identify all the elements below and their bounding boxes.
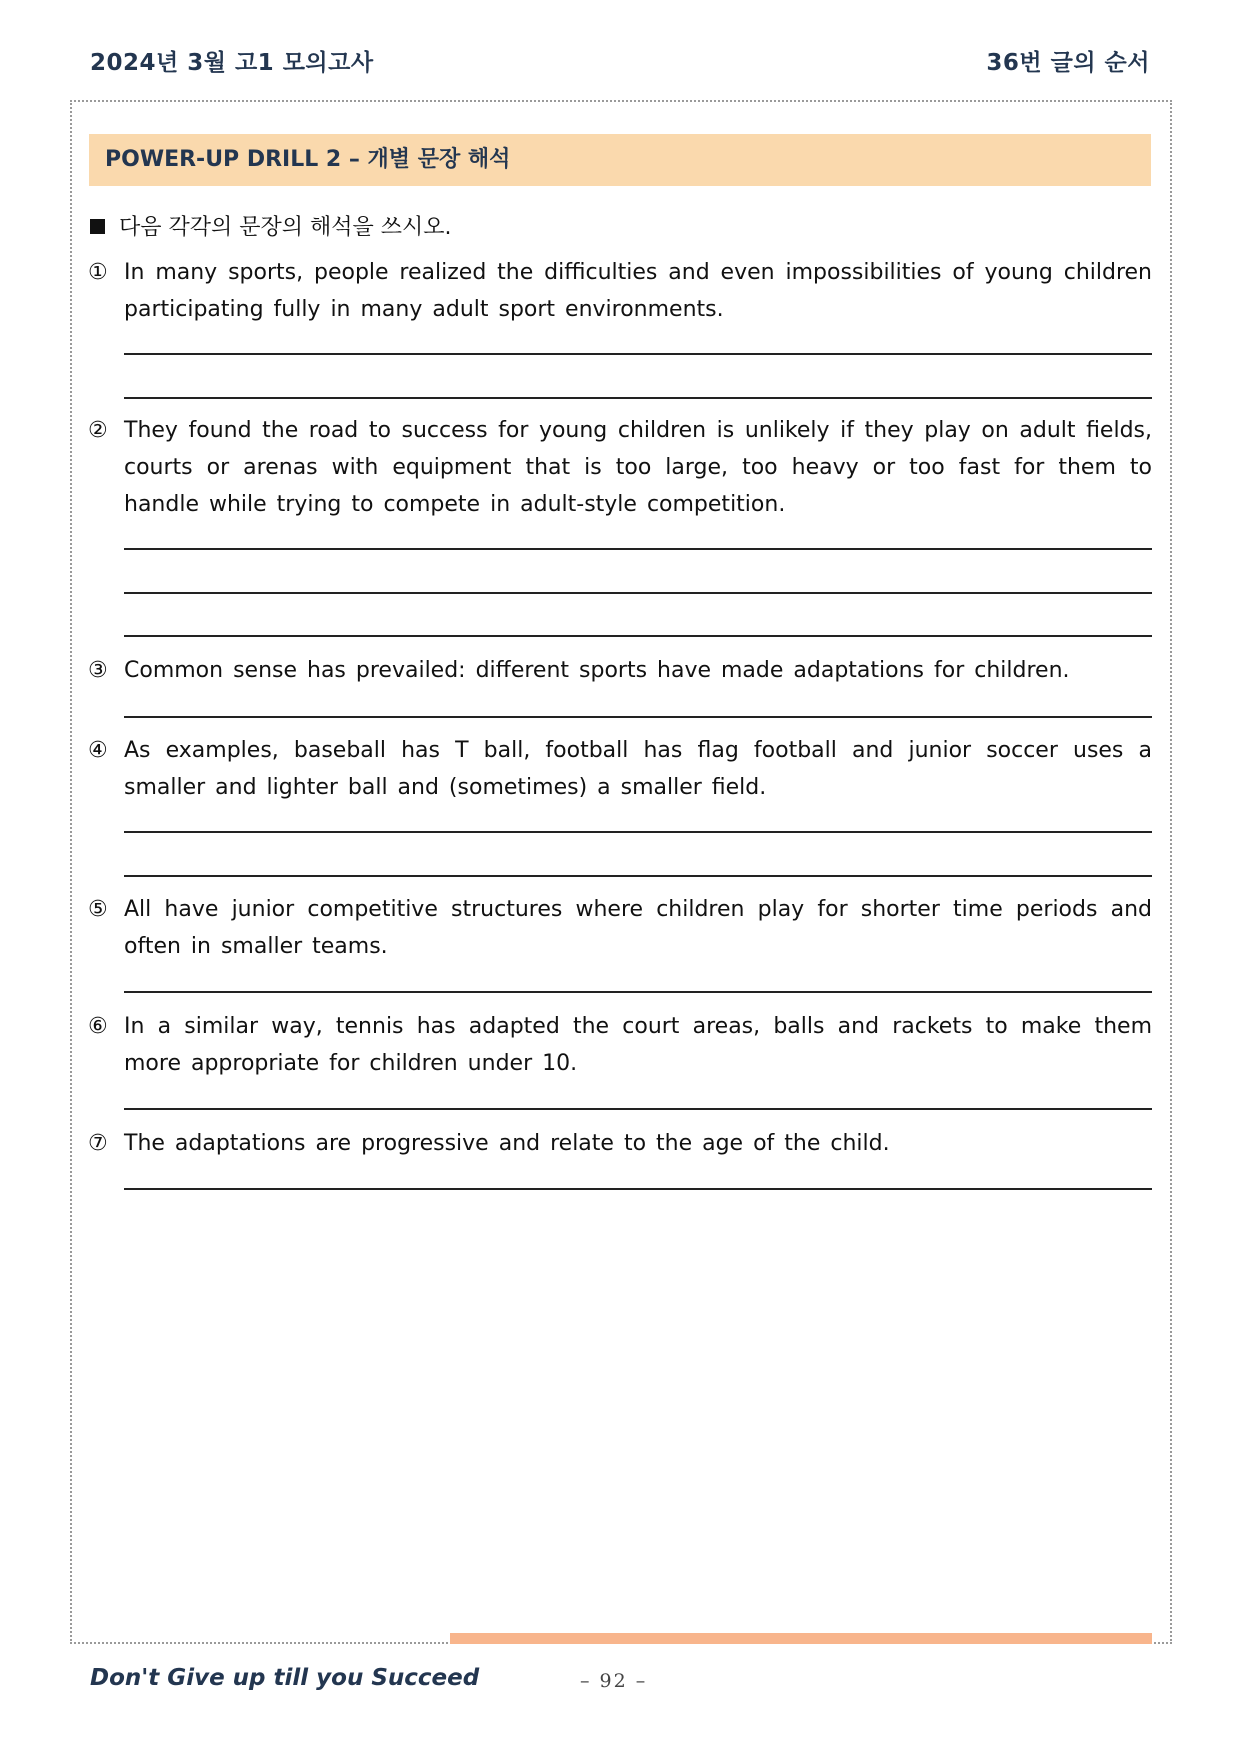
content-frame bbox=[70, 100, 1172, 1644]
answer-line[interactable] bbox=[124, 397, 1152, 399]
instruction-text: 다음 각각의 문장의 해석을 쓰시오. bbox=[119, 215, 452, 240]
item-number: ⑤ bbox=[88, 897, 108, 922]
sentence-item-7 bbox=[88, 1125, 1152, 1162]
answer-line[interactable] bbox=[124, 1188, 1152, 1190]
sentence-text: The adaptations are progressive and relate to the age of the child. bbox=[124, 1131, 890, 1156]
header-question-type: 36번 글의 순서 bbox=[986, 50, 1150, 76]
item-number: ⑦ bbox=[88, 1131, 108, 1156]
answer-line[interactable] bbox=[124, 353, 1152, 355]
item-number: ② bbox=[88, 418, 108, 443]
answer-line[interactable] bbox=[124, 831, 1152, 833]
sentence-item-6 bbox=[88, 1008, 1152, 1082]
instruction bbox=[90, 210, 452, 241]
answer-line[interactable] bbox=[124, 635, 1152, 637]
sentence-text: All have junior competitive structures where children play for shorter time periods and often in smaller teams. bbox=[124, 897, 1152, 959]
sentence-item-3 bbox=[88, 652, 1152, 689]
sentence-text: In many sports, people realized the difficulties and even impossibilities of young children participating fully in many adult sport environments. bbox=[124, 260, 1152, 322]
sentence-text: As examples, baseball has T ball, football has flag football and junior soccer uses a smaller and lighter ball and (sometimes) a smaller field. bbox=[124, 738, 1152, 800]
answer-line[interactable] bbox=[124, 875, 1152, 877]
footer-motto: Don't Give up till you Succeed bbox=[90, 1665, 480, 1691]
section-title: POWER-UP DRILL 2 – 개별 문장 해석 bbox=[89, 134, 1151, 186]
answer-line[interactable] bbox=[124, 716, 1152, 718]
sentence-text: Common sense has prevailed: different sports have made adaptations for children. bbox=[124, 658, 1070, 683]
square-bullet-icon bbox=[90, 219, 105, 234]
answer-line[interactable] bbox=[124, 991, 1152, 993]
item-number: ④ bbox=[88, 738, 108, 763]
answer-line[interactable] bbox=[124, 548, 1152, 550]
answer-line[interactable] bbox=[124, 1108, 1152, 1110]
answer-line[interactable] bbox=[124, 592, 1152, 594]
sentence-item-1 bbox=[88, 254, 1152, 328]
item-number: ③ bbox=[88, 658, 108, 683]
sentence-item-4 bbox=[88, 732, 1152, 806]
sentence-item-2 bbox=[88, 412, 1152, 523]
item-number: ⑥ bbox=[88, 1014, 108, 1039]
item-number: ① bbox=[88, 260, 108, 285]
sentence-text: They found the road to success for young children is unlikely if they play on adult fields, courts or arenas with equipment that is too large, too heavy or too fast for them to handle while trying to compete in adult-style competition. bbox=[124, 418, 1152, 517]
page-number: – 92 – bbox=[580, 1670, 648, 1692]
header-exam-title: 2024년 3월 고1 모의고사 bbox=[90, 50, 374, 76]
sentence-item-5 bbox=[88, 891, 1152, 965]
footer-accent-bar bbox=[450, 1633, 1152, 1644]
sentence-text: In a similar way, tennis has adapted the court areas, balls and rackets to make them more appropriate for children under 10. bbox=[124, 1014, 1152, 1076]
